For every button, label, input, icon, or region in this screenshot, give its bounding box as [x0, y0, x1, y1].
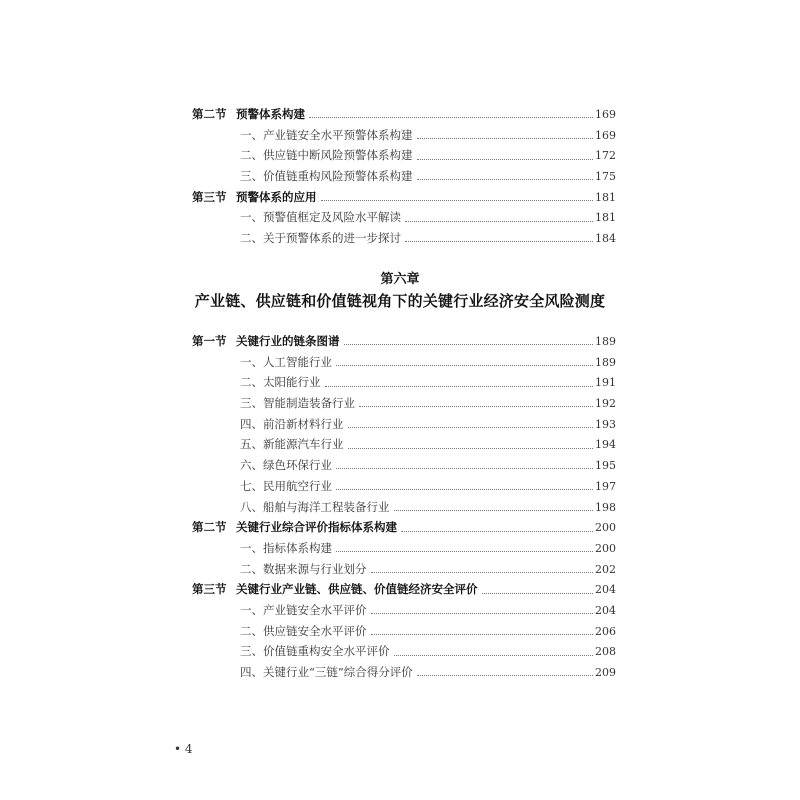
page-ref: 200: [595, 521, 616, 535]
toc-item-row: [192, 125, 616, 146]
section-title: 关键行业的链条图谱: [236, 334, 340, 348]
page-ref: 204: [595, 583, 616, 597]
dot-leader: [394, 654, 594, 656]
section-title: 预警体系构建: [236, 107, 305, 121]
dot-leader: [417, 137, 594, 139]
dot-leader: [336, 550, 593, 552]
page-ref: 209: [595, 666, 616, 679]
toc-item-row: [192, 497, 616, 518]
section-number: 第二节: [192, 520, 227, 535]
page-ref: 194: [595, 438, 616, 452]
page-ref: 189: [595, 335, 616, 348]
toc-item-row: [192, 455, 616, 476]
page-ref: 198: [595, 500, 616, 514]
dot-leader: [348, 426, 594, 428]
item-title: 三、智能制造装备行业: [240, 396, 355, 411]
item-title: 三、价值链重构风险预警体系构建: [240, 169, 413, 184]
page-ref: 181: [595, 211, 616, 225]
dot-leader: [348, 447, 594, 449]
toc-item-row: [192, 352, 616, 373]
dot-leader: [417, 674, 593, 676]
dot-leader: [336, 467, 593, 469]
toc-item-row: [192, 641, 616, 662]
dot-leader: [405, 220, 593, 222]
item-title: 二、关于预警体系的进一步探讨: [240, 231, 401, 246]
page-number: • 4: [174, 742, 193, 756]
section-title: 预警体系的应用: [236, 189, 317, 204]
item-title: 二、太阳能行业: [240, 375, 321, 390]
dot-leader: [417, 178, 594, 180]
dot-leader: [394, 509, 594, 511]
page-ref: 189: [595, 355, 616, 369]
toc-item-row: [192, 434, 616, 455]
page-ref: 184: [595, 232, 616, 246]
dot-leader: [401, 530, 593, 532]
page-ref: 172: [595, 149, 616, 163]
chapter-title: 产业链、供应链和价值链视角下的关键行业经济安全风险测度: [194, 292, 606, 310]
dot-leader: [344, 343, 594, 345]
dot-leader: [336, 488, 593, 490]
page-ref: 181: [595, 190, 616, 204]
toc-block-chapter-six: [192, 331, 616, 683]
item-title: 一、指标体系构建: [240, 540, 332, 555]
toc-item-row: [192, 621, 616, 642]
item-title: 一、产业链安全水平评价: [240, 602, 367, 617]
item-title: 二、供应链安全水平评价: [240, 623, 367, 638]
toc-item-row: [192, 393, 616, 414]
section-number: 第一节: [192, 334, 227, 348]
toc-item-row: [192, 372, 616, 393]
page-ref: 169: [595, 108, 616, 121]
toc-section-row: [192, 187, 616, 208]
chapter-number: 第六章: [380, 272, 420, 287]
item-title: 四、前沿新材料行业: [240, 416, 344, 431]
dot-leader: [371, 633, 594, 635]
page-ref: 208: [595, 645, 616, 659]
toc-section-row: [192, 517, 616, 538]
page-ref: 195: [595, 459, 616, 473]
page-ref: 200: [595, 541, 616, 555]
toc-item-row: [192, 559, 616, 580]
toc-section-row: [192, 579, 616, 600]
toc-item-row: [192, 600, 616, 621]
toc-item-row: [192, 414, 616, 435]
item-title: 二、供应链中断风险预警体系构建: [240, 148, 413, 163]
toc-item-row: [192, 166, 616, 187]
toc-item-row: [192, 538, 616, 559]
dot-leader: [325, 385, 594, 387]
section-number: 第三节: [192, 189, 227, 204]
item-title: 三、价值链重构安全水平评价: [240, 644, 390, 659]
toc-section-row: [192, 104, 616, 125]
item-title: 一、人工智能行业: [240, 354, 332, 369]
toc-item-row: [192, 207, 616, 228]
dot-leader: [371, 612, 594, 614]
item-title: 六、绿色环保行业: [240, 458, 332, 473]
page-ref: 197: [595, 479, 616, 493]
page-ref: 169: [595, 128, 616, 142]
item-title: 一、产业链安全水平预警体系构建: [240, 127, 413, 142]
section-number: 第三节: [192, 582, 227, 597]
item-title: 一、预警值框定及风险水平解读: [240, 210, 401, 225]
toc-item-row: [192, 662, 616, 683]
item-title: 四、关键行业“三链”综合得分评价: [240, 665, 413, 679]
item-title: 八、船舶与海洋工程装备行业: [240, 499, 390, 514]
page-ref: 175: [595, 170, 616, 184]
section-number: 第二节: [192, 107, 227, 121]
page-ref: 191: [595, 376, 616, 390]
section-title: 关键行业综合评价指标体系构建: [236, 520, 397, 535]
page-ref: 192: [595, 397, 616, 411]
dot-leader: [371, 571, 594, 573]
item-title: 七、民用航空行业: [240, 478, 332, 493]
dot-leader: [336, 364, 593, 366]
page-ref: 193: [595, 417, 616, 431]
toc-item-row: [192, 228, 616, 249]
dot-leader: [482, 592, 594, 594]
dot-leader: [417, 158, 594, 160]
item-title: 二、数据来源与行业划分: [240, 561, 367, 576]
toc-item-row: [192, 476, 616, 497]
section-title: 关键行业产业链、供应链、价值链经济安全评价: [236, 582, 478, 597]
toc-item-row: [192, 145, 616, 166]
item-title: 五、新能源汽车行业: [240, 437, 344, 452]
page-ref: 206: [595, 624, 616, 638]
dot-leader: [321, 199, 594, 201]
dot-leader: [405, 240, 593, 242]
page-ref: 204: [595, 603, 616, 617]
toc-block-top: [192, 104, 616, 249]
dot-leader: [309, 116, 593, 118]
dot-leader: [359, 405, 593, 407]
page-ref: 202: [595, 562, 616, 576]
toc-section-row: [192, 331, 616, 352]
